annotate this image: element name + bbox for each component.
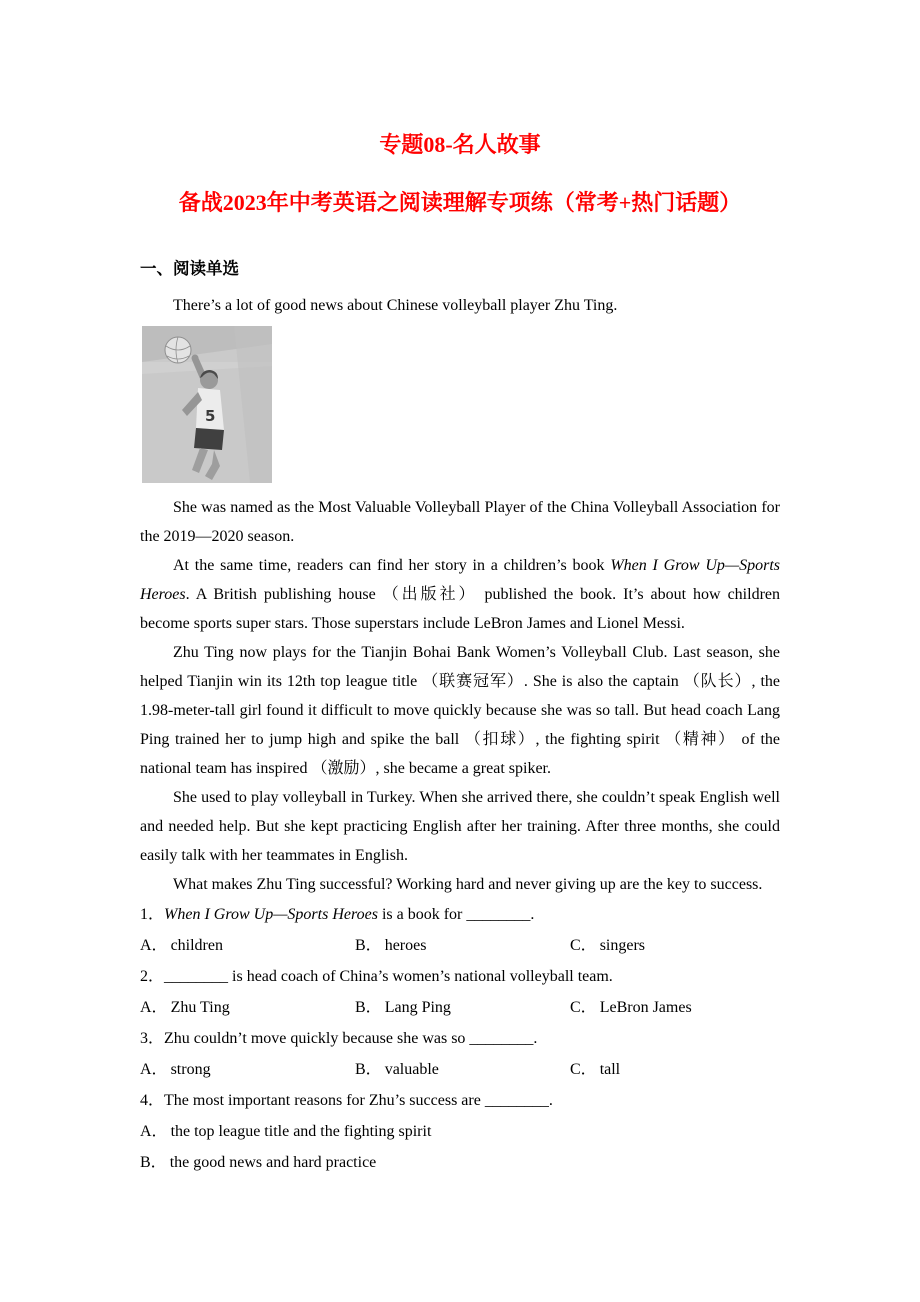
option-text: the good news and hard practice xyxy=(169,1154,377,1171)
question-3-stem xyxy=(140,1023,780,1054)
option-text: tall xyxy=(599,1061,621,1078)
question-3-options xyxy=(140,1054,780,1085)
article-paragraph-4 xyxy=(140,783,780,870)
question-number: 3． xyxy=(140,1030,165,1047)
question-2-option-b xyxy=(355,992,570,1023)
intro-paragraph: There’s a lot of good news about Chinese volleyball player Zhu Ting. xyxy=(173,297,618,314)
question-2-stem xyxy=(140,961,780,992)
question-4-option-b xyxy=(140,1147,780,1178)
option-text: singers xyxy=(599,937,646,954)
text-run: . A British publishing house （出版社） published the book. It’s about how children become sports super stars. Those superstars include LeBron James and Lionel Messi. xyxy=(140,586,780,632)
article-paragraph-5 xyxy=(140,870,780,899)
question-3-option-b xyxy=(355,1054,570,1085)
question-1-option-a xyxy=(140,930,355,961)
text-run: She used to play volleyball in Turkey. When she arrived there, she couldn’t speak English well and needed help. But she kept practicing English after her training. After three months, she could easily talk with her teammates in English. xyxy=(140,789,780,864)
question-1-options xyxy=(140,930,780,961)
option-label: B． xyxy=(355,999,382,1016)
option-text: valuable xyxy=(384,1061,439,1078)
option-label: C． xyxy=(570,1061,597,1078)
option-text: heroes xyxy=(384,937,427,954)
option-text: Lang Ping xyxy=(384,999,451,1016)
option-label: A． xyxy=(140,1061,168,1078)
question-number: 4． xyxy=(140,1092,165,1109)
question-2-options xyxy=(140,992,780,1023)
question-2-option-a xyxy=(140,992,355,1023)
document-subtitle: 备战2023年中考英语之阅读理解专项练（常考+热门话题） xyxy=(178,190,742,215)
questions-section xyxy=(140,899,780,1178)
text-run: The most important reasons for Zhu’s success are ________. xyxy=(164,1092,553,1109)
option-text: strong xyxy=(170,1061,211,1078)
zhu-ting-photo xyxy=(142,326,272,483)
option-label: C． xyxy=(570,999,597,1016)
option-text: the top league title and the fighting spirit xyxy=(170,1123,432,1140)
question-2 xyxy=(140,961,780,1023)
italic-text-run: When I Grow Up—Sports Heroes xyxy=(164,906,378,923)
text-run: What makes Zhu Ting successful? Working hard and never giving up are the key to success. xyxy=(173,876,763,893)
text-run: is a book for ________. xyxy=(377,906,535,923)
question-1-option-b xyxy=(355,930,570,961)
question-3-option-c xyxy=(570,1054,780,1085)
text-run: ________ is head coach of China’s women’s national volleyball team. xyxy=(164,968,613,985)
option-text: children xyxy=(170,937,223,954)
article-paragraph-3 xyxy=(140,638,780,783)
option-label: B． xyxy=(355,1061,382,1078)
volleyball-player-photo-graphic xyxy=(142,326,272,483)
question-1-option-c xyxy=(570,930,780,961)
text-run: At the same time, readers can find her story in a children’s book xyxy=(173,557,611,574)
italic-text-run: When I Grow Up—Sports Heroes xyxy=(140,557,781,603)
text-run: Zhu Ting now plays for the Tianjin Bohai Bank Women’s Volleyball Club. Last season, she helped Tianjin win its 12th top league title （联赛冠军）. She is also the captain （队长）, the 1.98-meter-tall girl found it difficult to move quickly because she was so tall. But head coach Lang Ping trained her to jump high and spike the ball （扣球）, the fighting spirit （精神） of the national team has inspired （激励）, she became a great spiker. xyxy=(140,644,780,777)
question-4-stem xyxy=(140,1085,780,1116)
document-title: 专题08-名人故事 xyxy=(379,132,541,157)
section-heading: 一、阅读单选 xyxy=(140,259,239,278)
question-2-option-c xyxy=(570,992,780,1023)
question-number: 2． xyxy=(140,968,165,985)
text-run: Zhu couldn’t move quickly because she was so ________. xyxy=(164,1030,538,1047)
question-number: 1． xyxy=(140,906,165,923)
question-1-stem xyxy=(140,899,780,930)
option-label: B． xyxy=(140,1154,167,1171)
option-text: Zhu Ting xyxy=(170,999,230,1016)
question-4-options xyxy=(140,1116,780,1178)
article-body xyxy=(140,493,780,899)
question-3-option-a xyxy=(140,1054,355,1085)
question-3 xyxy=(140,1023,780,1085)
question-4 xyxy=(140,1085,780,1178)
option-label: A． xyxy=(140,937,168,954)
article-paragraph-1 xyxy=(140,493,780,551)
question-4-option-a xyxy=(140,1116,780,1147)
article-paragraph-2 xyxy=(140,551,780,638)
question-1 xyxy=(140,899,780,961)
option-label: A． xyxy=(140,999,168,1016)
option-label: A． xyxy=(140,1123,168,1140)
svg-text:5: 5 xyxy=(205,407,216,425)
option-label: C． xyxy=(570,937,597,954)
text-run: She was named as the Most Valuable Volleyball Player of the China Volleyball Association for the 2019—2020 season. xyxy=(140,499,780,545)
option-label: B． xyxy=(355,937,382,954)
option-text: LeBron James xyxy=(599,999,692,1016)
